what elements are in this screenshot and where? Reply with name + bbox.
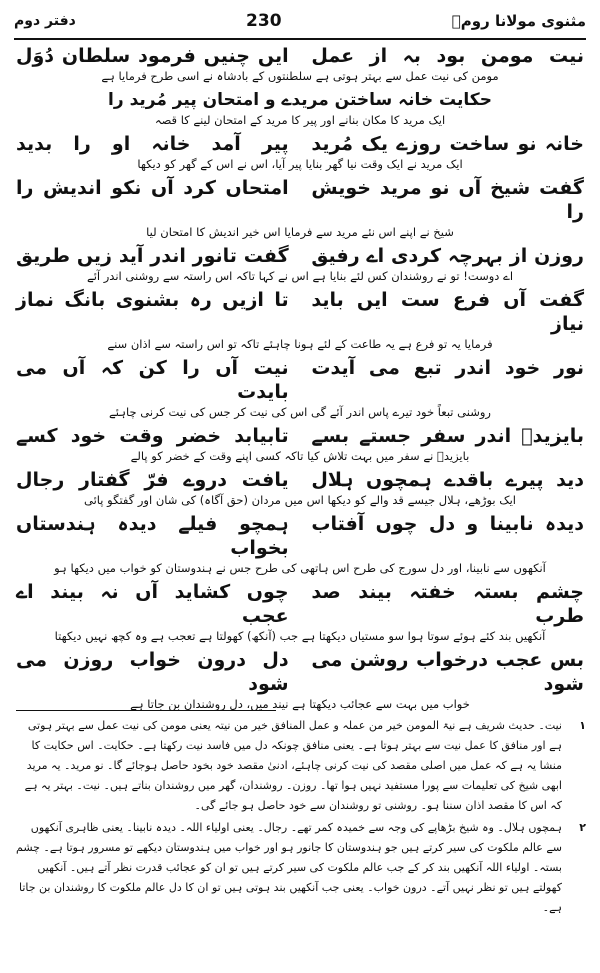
footnotes [16,716,586,920]
hemistich-left: تا ازیں رہ بشنوی بانگ نماز [16,289,289,311]
couplet-gloss: ایک مرید نے ایک وقت نیا گھر بنایا پیر آیا، اس نے اس کے گھر کو دیکھا [137,157,463,171]
hemistich-right: بایزیدؒ اندر سفر جستے بسے [311,425,584,447]
hemistich-left: تابیابد خضر وقت خود کسے [16,425,289,447]
footnote-marker: ۲ [579,821,586,834]
page-number: 230 [246,11,282,31]
couplet [16,44,584,68]
couplet [16,176,584,224]
hemistich-right: گفت شیخ آں نو مرید خویش را [311,177,584,223]
couplet [16,648,584,696]
section-subtitle: ایک مرید کا مکان بنانے اور پیر کا مرید کے امتحان لینے کا قصہ [154,113,446,127]
hemistich-right: دیدہ نابینا و دل چوں آفتاب [311,513,584,535]
couplet [16,580,584,628]
couplet [16,132,584,156]
header-divider [14,38,586,40]
hemistich-right: بس عجب درخواب روشن می شود [311,649,584,695]
couplet-gloss: بایزیدؒ نے سفر میں بہت تلاش کیا تاکہ کسی اپنے وقت کے خضر کو پالے [130,449,470,463]
hemistich-right: روزن از بہرچہ کردی اے رفیق [311,245,584,267]
section-title: حکایت خانہ ساختن مریدے و امتحان پیر مُرید را [108,90,492,110]
footnote-marker: ۱ [579,719,586,732]
hemistich-left: یافت دروے فرّ گفتار رجال [16,469,289,491]
couplet-gloss: ایک بوڑھے، ہلال جیسے قد والے کو دیکھا اس میں مردان (حق آگاہ) کی شان اور گفتگو پائی [84,493,516,507]
couplet-gloss: آنکھیں بند کئے ہوئے سوتا ہوا سو مستیاں دیکھتا ہے جب (آنکھ) کھولتا ہے تعجب ہے وہ کچھ نہیں دیکھتا [54,629,546,643]
couplet-gloss: فرمایا یہ تو فرع ہے یہ طاعت کے لئے ہونا چاہئے تاکہ تو اس راستہ سے اذان سنے [107,337,493,351]
couplet-gloss: خواب میں بہت سے عجائب دیکھتا ہے نیند میں، دل روشندان بن جاتا ہے [130,697,470,711]
footnote [16,818,586,918]
footnote-text: نیت۔ حدیث شریف ہے نیۃ المومن خیر من عملہ و عمل المنافق خیر من نیتہ یعنی مومن کی نیت عمل سے بہتر ہوتی ہے اور منافق کا عمل نیت سے بہتر ہوتا ہے۔ یعنی منافق چونکہ دل میں فاسد نیت رکھتا ہے۔ حکایت۔ اس حکایت کا منشا یہ ہے کہ عمل میں اصلی مقصد کی نیت کرنی چاہئے، ادنیٰ مقصد خود بخود حاصل ہوجائے گا۔ نو مرید۔ یہ مرید ابھی شیخ کی تعلیمات سے پورا مستفید نہیں ہوا تھا۔ روزن۔ روشندان، گھر میں روشندان بناتے ہیں۔ نیت۔ بہتر یہ ہے کہ اس کا مقصد اذان سننا ہو۔ روشنی تو روشندان سے خود حاصل ہو جائے گی۔ [24,719,562,812]
main-text [16,44,584,711]
hemistich-left: دل درون خواب روزن می شود [16,649,289,695]
couplet [16,424,584,448]
couplet [16,468,584,492]
hemistich-right: گفت آں فرع ست ایں باید نیاز [311,289,584,335]
book-title: مثنوی مولانا رومؒ [451,12,586,30]
hemistich-right: دید پیرے باقدے ہمچوں ہلال [311,469,584,491]
couplet [16,512,584,560]
couplet [16,244,584,268]
hemistich-left: امتحاں کرد آں نکو اندیش را [16,177,289,199]
couplet-gloss: آنکھوں سے نابینا، اور دل سورج کی طرح اس ہاتھی کی طرح جس نے ہندوستان کو خواب میں دیکھا ہو [54,561,546,575]
hemistich-right: نور خود اندر تبع می آیدت [311,357,584,379]
hemistich-right: خانہ نو ساخت روزے یک مُرید [311,133,584,155]
hemistich-left: پیر آمد خانہ او را بدید [16,133,289,155]
footnote-text: ہمچوں ہلال۔ وہ شیخ بڑھاپے کی وجہ سے خمیدہ کمر تھے۔ رجال۔ یعنی اولیاء اللہ۔ دیدہ نابینا۔ یعنی ظاہری آنکھوں سے عالم ملکوت کی سیر کرتے ہیں جو ہندوستان کا جانور ہو اور خواب میں ہندوستان دیکھے تو مسرور ہوتا ہے۔ چشم بستہ۔ اولیاء اللہ آنکھیں بند کر کے جب عالم ملکوت کی سیر کرتے ہیں تو ان کو عجائب قدرت نظر آتے ہیں۔ آنکھیں کھولتے ہیں تو نظر نہیں آتے۔ درون خواب۔ یعنی جب آنکھیں بند ہوتی ہیں تو ان کا دل عالم ملکوت کا روشندان بن جاتا ہے۔ [16,821,562,914]
hemistich-left: گفت تانور اندر آید زیں طریق [16,245,289,267]
couplet-gloss: شیخ نے اپنے اس نئے مرید سے فرمایا اس خیر اندیش کا امتحان لیا [146,225,454,239]
hemistich-right: نیت مومن بود بہ از عمل [311,45,584,67]
couplet [16,288,584,336]
hemistich-left: چوں کشاید آں نہ بیند اے عجب [16,581,289,627]
footnote [16,716,586,816]
footnote-divider [16,710,276,711]
hemistich-left: ایں چنیں فرمود سلطان دُوَل [16,45,289,67]
hemistich-right: چشم بستہ خفتہ بیند صد طرب [311,581,584,627]
couplet-gloss: مومن کی نیت عمل سے بہتر ہوتی ہے سلطنتوں کے بادشاہ نے اسی طرح فرمایا ہے [101,69,499,83]
couplet [16,356,584,404]
hemistich-left: نیت آں را کن کہ آں می بایدت [16,357,289,403]
volume-label: دفتر دوم [14,13,76,29]
couplet-gloss: اے دوست! تو نے روشندان کس لئے بنایا ہے اس نے کہا تاکہ اس راستہ سے روشنی اندر آئے [86,269,514,283]
page-header [14,6,586,36]
couplet-gloss: روشنی تبعاً خود تیرے پاس اندر آئے گی اس کی نیت کر جس کی نیت کرنی چاہئے [109,405,491,419]
hemistich-left: ہمچو فیلے دیدہ ہندستاں بخواب [16,513,289,559]
